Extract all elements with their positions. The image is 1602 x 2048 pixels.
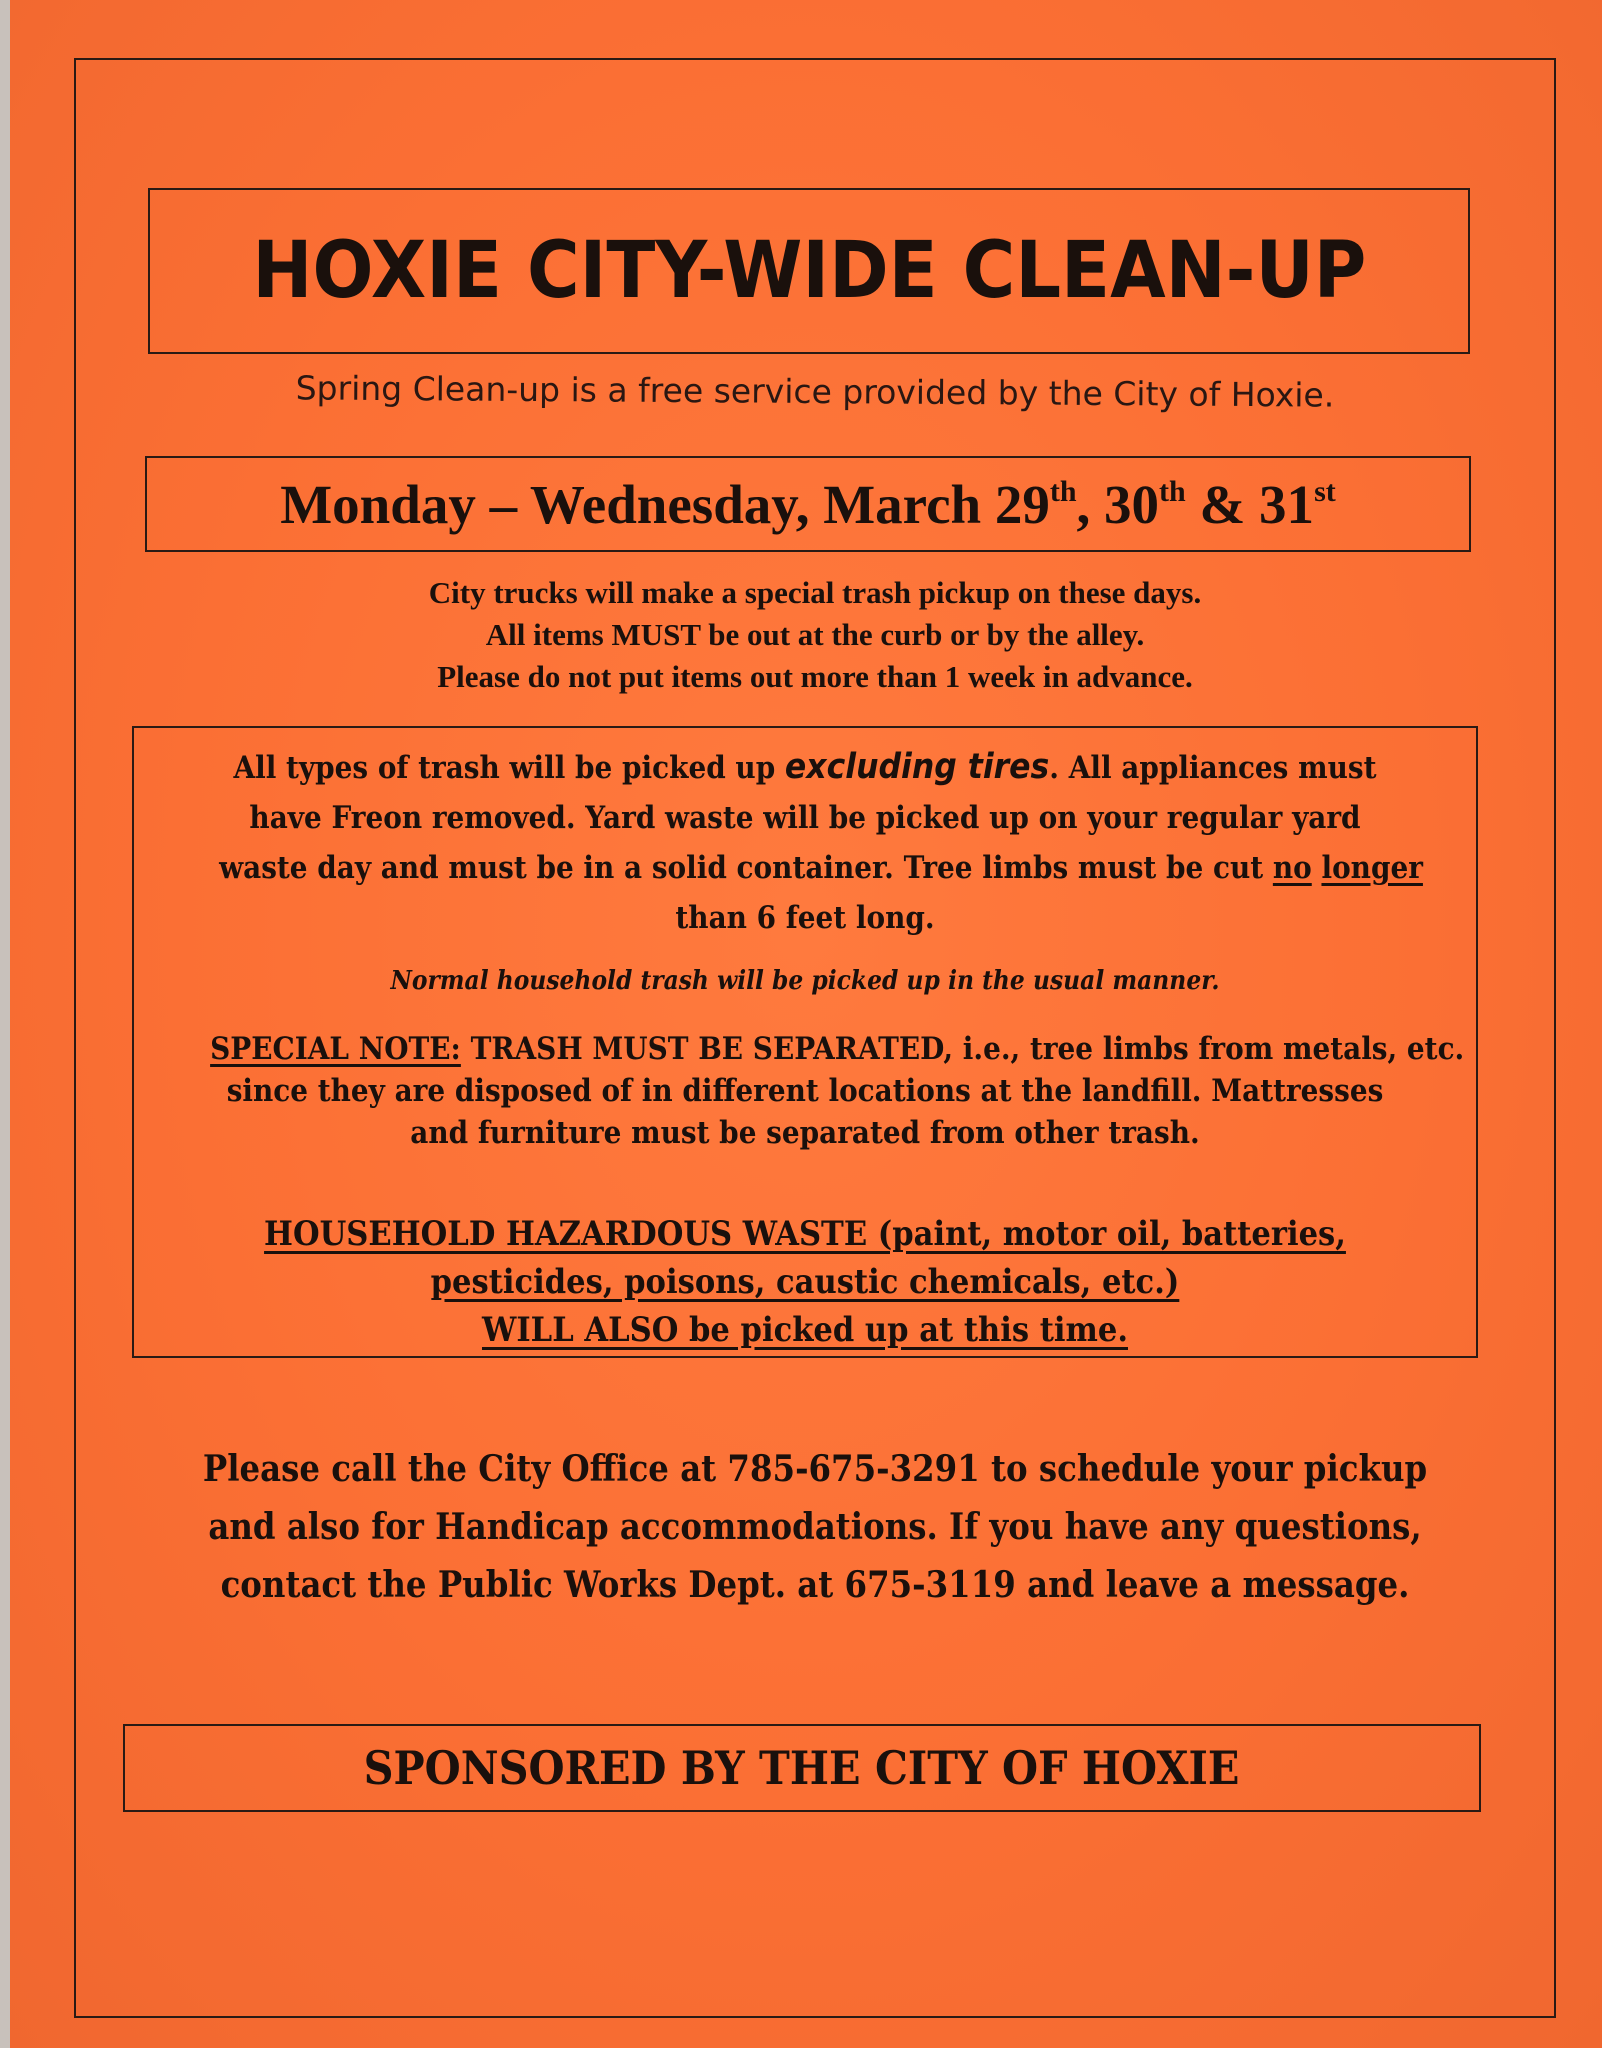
special-line-2: since they are disposed of in different locations at the landfill. Mattresses: [226, 1073, 1384, 1109]
contact-line-3: contact the Public Works Dept. at 675-3119 and leave a message.: [220, 1564, 1410, 1606]
rules-line-4: than 6 feet long.: [675, 900, 935, 936]
dates-part-3: & 31: [1185, 473, 1315, 535]
pickup-info: [74, 572, 1556, 698]
dates-sup-3: st: [1314, 474, 1336, 508]
rules-line-3a: waste day and must be in a solid container. Tree limbs must be cut: [219, 850, 1273, 886]
special-line-1-text: TRASH MUST BE SEPARATED, i.e., tree limbs from metals, etc.: [460, 1031, 1465, 1067]
hazard-line-1: HOUSEHOLD HAZARDOUS WASTE (paint, motor oil, batteries,: [264, 1214, 1346, 1254]
underline-longer: longer: [1321, 850, 1423, 886]
rules-line-2: have Freon removed. Yard waste will be picked up on your regular yard: [249, 800, 1361, 836]
sponsor-box: [123, 1724, 1481, 1812]
dates-part-2: , 30: [1076, 473, 1160, 535]
hazardous-waste-note: [210, 1210, 1400, 1354]
contact-info: [148, 1440, 1482, 1614]
rules-text: [219, 742, 1423, 943]
excluding-tires: excluding tires: [784, 747, 1050, 787]
rules-line-3-space: [1312, 850, 1322, 886]
rules-box: [132, 726, 1478, 1358]
dates-box: [145, 456, 1471, 552]
dates-sup-1: th: [1049, 474, 1077, 508]
subtitle: Spring Clean-up is a free service provided by the City of Hoxie.: [295, 368, 1335, 415]
page-edge: [0, 0, 10, 2048]
rules-line-1: [219, 742, 1391, 793]
special-line-1: [210, 1028, 1465, 1070]
title-box: [148, 188, 1470, 354]
dates-sup-2: th: [1159, 474, 1186, 508]
dates-text: [280, 473, 1335, 536]
normal-trash-note: Normal household trash will be picked up in the usual manner.: [390, 966, 1220, 996]
rules-line-1a: All types of trash will be picked up: [233, 750, 785, 786]
underline-no: no: [1272, 850, 1312, 886]
page-title: HOXIE CITY-WIDE CLEAN-UP: [252, 226, 1366, 316]
contact-line-1: Please call the City Office at 785-675-3291 to schedule your pickup: [202, 1448, 1428, 1490]
special-line-3: and furniture must be separated from other trash.: [410, 1115, 1200, 1151]
pickup-line-2: All items MUST be out at the curb or by the alley.: [485, 617, 1145, 652]
rules-line-3: [219, 843, 1423, 893]
hazard-line-3: WILL ALSO be picked up at this time.: [481, 1310, 1128, 1350]
pickup-line-1: City trucks will make a special trash pickup on these days.: [428, 575, 1202, 610]
pickup-line-3: Please do not put items out more than 1 week in advance.: [437, 659, 1193, 694]
dates-part-1: Monday – Wednesday, March 29: [280, 473, 1050, 535]
hazard-line-2: pesticides, poisons, caustic chemicals, etc.): [430, 1262, 1180, 1302]
sponsor-text: SPONSORED BY THE CITY OF HOXIE: [364, 1741, 1240, 1795]
rules-line-1b: . All appliances must: [1049, 750, 1377, 786]
special-note-label: SPECIAL NOTE:: [210, 1031, 461, 1067]
special-note: [210, 1028, 1465, 1154]
contact-line-2: and also for Handicap accommodations. If you have any questions,: [208, 1506, 1422, 1548]
